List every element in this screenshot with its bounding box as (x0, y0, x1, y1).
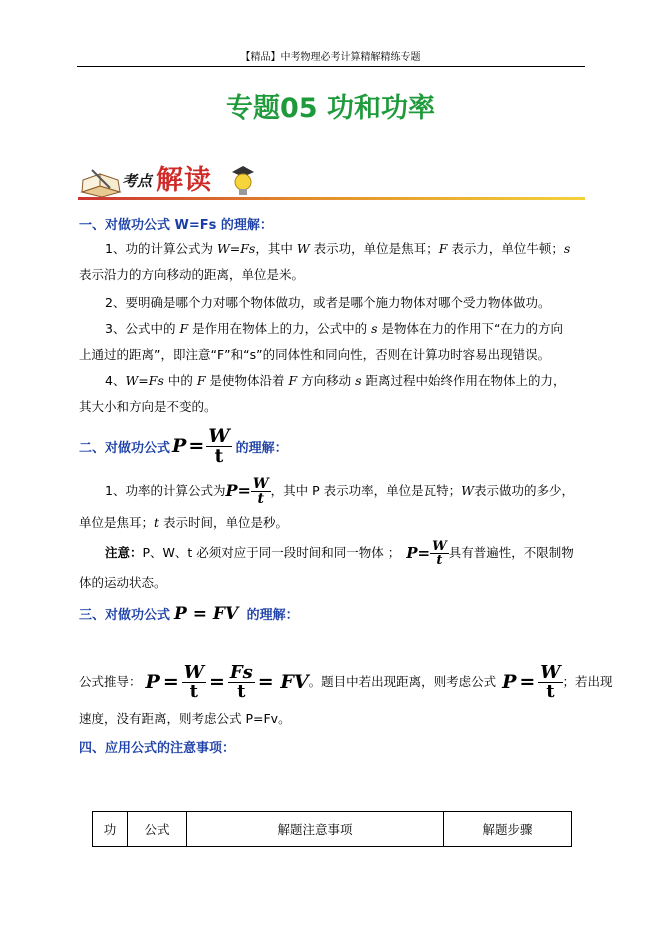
text: P、W、t 必须对应于同一段时间和同一物体 ； (142, 545, 401, 560)
var-s: s (563, 241, 571, 256)
eq-sign: = (188, 435, 205, 457)
fraction-w-t (538, 661, 562, 702)
section1-item4-cont: 其大小和方向是不变的。 (79, 399, 217, 414)
var-f: F (438, 241, 448, 256)
section4-heading: 四、应用公式的注意事项： (79, 741, 236, 756)
note-label: 注意： (105, 545, 143, 560)
text: ，其中 (255, 241, 297, 256)
lightbulb-icon (228, 162, 258, 198)
section2-item1-cont (79, 514, 288, 532)
var-f: F (196, 373, 206, 388)
var-p: P (225, 481, 238, 500)
section1-item1 (105, 240, 570, 258)
text: 表示力，单位牛顿； (447, 241, 564, 256)
section1-item3-cont: 上通过的距离”，即注意“F”和“s”的同体性和同向性，否则在计算功时容易出现错误。 (79, 347, 551, 362)
var-s: s (371, 321, 378, 336)
text: 。题目中若出现距离，则考虑公式 (308, 674, 497, 689)
var-w: W (296, 241, 310, 256)
header-divider (77, 66, 585, 67)
section2-note-cont: 体的运动状态。 (79, 575, 167, 590)
formula-wfs: W=Fs (125, 373, 164, 388)
eq-sign: = (237, 481, 251, 500)
eq-sign: = (417, 544, 431, 562)
fraction-w-t (182, 661, 206, 702)
text: 1、功的计算公式为 (105, 241, 217, 256)
table-header-cell: 解题步骤 (444, 812, 572, 847)
section1-item1-cont: 表示沿力的方向移动的距离，单位是米。 (79, 267, 305, 282)
fraction-w-t (251, 477, 271, 506)
eq-sign: = (519, 671, 536, 693)
numerator: W (208, 424, 230, 447)
numerator: W (540, 661, 561, 683)
page-title: 专题05 功和功率 (226, 93, 435, 124)
denominator: t (546, 680, 555, 702)
denominator: t (237, 680, 246, 702)
text: 是物体在力的作用下“在力的方向 (377, 321, 563, 336)
text: 是使物体沿着 (205, 373, 289, 388)
text: 是作用在物体上的力，公式中的 (188, 321, 372, 336)
table-header-cell: 解题注意事项 (187, 812, 444, 847)
text: 具有普遍性，不限制物 (448, 545, 574, 560)
numerator: Fs (229, 661, 253, 683)
var-p: P (172, 435, 187, 457)
var-f: F (179, 321, 189, 336)
section1-heading: 一、对做功公式 W=Fs 的理解： (79, 218, 273, 233)
eq-sign: = (162, 671, 179, 693)
var-f: F (288, 373, 298, 388)
section2-note (105, 536, 574, 570)
var-p: P (406, 544, 418, 562)
text: 的理解： (235, 440, 288, 456)
text: 方向移动 (297, 373, 356, 388)
banner-rule (78, 197, 585, 200)
text: 的理解： (242, 608, 299, 623)
table-header-cell: 功 (93, 812, 128, 847)
denominator: t (189, 680, 198, 702)
fraction-w-t (430, 540, 449, 567)
text: 距离过程中始终作用在物体上的力， (361, 373, 566, 388)
section2-heading (79, 426, 288, 466)
table-header-cell: 公式 (128, 812, 187, 847)
table-header-row (93, 812, 572, 847)
section1-item4 (105, 372, 566, 390)
fraction-w-t (206, 424, 231, 467)
text: 单位是焦耳； (79, 515, 155, 530)
section1-item2: 2、要明确是哪个力对哪个物体做功，或者是哪个施力物体对哪个受力物体做功。 (105, 295, 551, 310)
text: 表示时间，单位是秒。 (159, 515, 289, 530)
banner-kaodian: 考点 (122, 172, 153, 190)
fraction-fs-t (228, 661, 255, 702)
page-header: 【精品】中考物理必考计算精解精练专题 (240, 52, 421, 63)
text: 三、对做功公式 (79, 608, 171, 623)
denominator: t (436, 552, 443, 568)
section3-derivation (79, 660, 613, 704)
book-icon (80, 166, 122, 198)
denominator: t (214, 444, 224, 467)
numerator: W (432, 538, 447, 554)
var-p: P (502, 671, 517, 693)
var-t: t (154, 515, 160, 530)
section3-line2: 速度，没有距离，则考虑公式 P=Fv。 (79, 711, 291, 726)
formula-fv: = FV (257, 671, 309, 693)
formula-pfv: P = FV (174, 604, 239, 624)
section1-item3 (105, 320, 563, 338)
section2-item1 (105, 474, 574, 508)
text: 表示功，单位是焦耳； (309, 241, 439, 256)
banner-jiedu: 解读 (156, 165, 212, 196)
numerator: W (183, 661, 204, 683)
text: 中的 (163, 373, 197, 388)
text: 二、对做功公式 (79, 440, 171, 456)
text: 公式推导： (79, 674, 142, 689)
notes-table (92, 811, 572, 847)
var-w: W (461, 483, 474, 498)
text: ；若出现 (562, 674, 613, 689)
text: 1、功率的计算公式为 (105, 483, 226, 498)
var-p: P (145, 671, 160, 693)
section3-heading (79, 604, 299, 624)
numerator: W (252, 475, 269, 492)
var-s: s (355, 373, 362, 388)
text: 表示做功的多少， (474, 483, 575, 498)
denominator: t (257, 490, 264, 507)
text: ，其中 P 表示功率，单位是瓦特； (270, 483, 462, 498)
text: 3、公式中的 (105, 321, 180, 336)
text: 4、 (105, 373, 126, 388)
formula-wfs: W=Fs (216, 241, 256, 256)
eq-sign: = (208, 671, 225, 693)
